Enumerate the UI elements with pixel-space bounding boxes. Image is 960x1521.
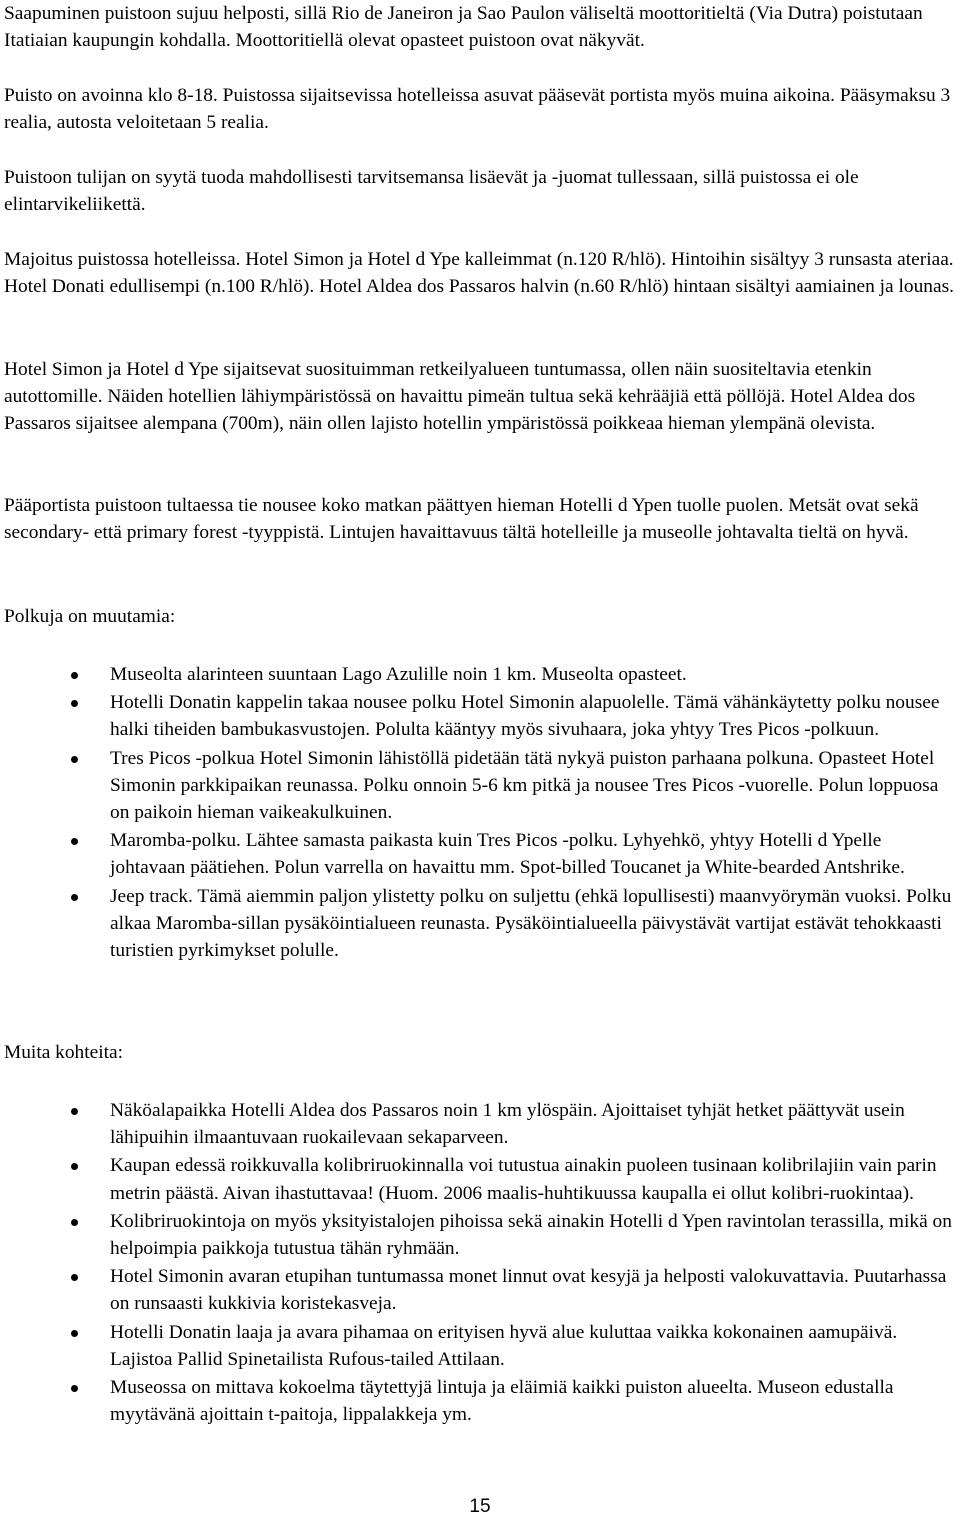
bullet-icon xyxy=(71,700,78,707)
list-item xyxy=(4,1319,956,1373)
list-item-text: Kolibriruokintoja on myös yksityistalojen pihoissa sekä ainakin Hotelli d Ypen ravintolan terassilla, mikä on helpoimpia paikkoja tutustua tähän ryhmään. xyxy=(110,1210,952,1260)
paragraph-food: Puistoon tulijan on syytä tuoda mahdollisesti tarvitsemansa lisäevät ja -juomat tullessaan, sillä puistossa ei ole elintarvikeliikettä. xyxy=(4,167,859,216)
bullet-icon xyxy=(71,1274,78,1281)
list-item-text: Jeep track. Tämä aiemmin paljon ylistetty polku on suljettu (ehkä lopullisesti) maanvyörymän vuoksi. Polku alkaa Maromba-sillan pysäköintialueen reunasta. Pysäköintialueella päivystävät vartijat estävät tehokkaasti turistien pyrkimykset polulle. xyxy=(110,885,952,962)
paragraph-hotel-locations: Hotel Simon ja Hotel d Ype sijaitsevat suosituimman retkeilyalueen tuntumassa, ollen näin suositeltavia etenkin autottomille. Näiden hotellien lähiympäristössä on havaittu pimeän tultua sekä kehrääjiä että pöllöjä. Hotel Aldea dos Passaros sijaitsee alempana (700m), näin ollen lajisto hotellin ympäristössä poikkeaa hieman ylempänä olevista. xyxy=(4,359,916,435)
list-item-text: Maromba-polku. Lähtee samasta paikasta kuin Tres Picos -polku. Lyhyehkö, yhtyy Hotelli d Ypelle johtavaan päätiehen. Polun varrella on havaittu mm. Spot-billed Toucanet ja White-bearded Antshrike. xyxy=(110,830,905,879)
bullet-icon xyxy=(71,838,78,845)
list-item-text: Hotel Simonin avaran etupihan tuntumassa monet linnut ovat kesyjä ja helposti valokuvattavia. Puutarhassa on runsaasti kukkivia koristekasveja. xyxy=(110,1266,947,1315)
page-number: 15 xyxy=(469,1496,491,1517)
list-item xyxy=(4,1097,956,1151)
list-item xyxy=(4,689,956,743)
list-item xyxy=(4,883,956,965)
paragraph-arrival: Saapuminen puistoon sujuu helposti, sillä Rio de Janeiron ja Sao Paulon väliseltä moottoritieltä (Via Dutra) poistutaan Itatiaian kaupungin kohdalla. Moottoritiellä olevat opasteet puistoon ovat näkyvät. xyxy=(4,3,923,52)
bullet-icon xyxy=(71,1219,78,1226)
paragraph-road: Pääportista puistoon tultaessa tie nousee koko matkan päättyen hieman Hotelli d Ypen tuolle puolen. Metsät ovat sekä secondary- että primary forest -tyyppistä. Lintujen havaittavuus tältä hotelleille ja museolle johtavalta tieltä on hyvä. xyxy=(4,495,919,544)
list-item xyxy=(4,661,956,688)
bullet-icon xyxy=(71,1385,78,1392)
list-item xyxy=(4,1263,956,1317)
trails-list xyxy=(4,661,956,965)
list-item-text: Tres Picos -polkua Hotel Simonin lähistöllä pidetään tätä nykyä puiston parhaana polkuna. Opasteet Hotel Simonin parkkipaikan reunassa. Polku onnoin 5-6 km pitkä ja nousee Tres Picos -vuorelle. Polun loppuosa on paikoin hieman vaikeakulkuinen. xyxy=(110,747,939,824)
list-item-text: Kaupan edessä roikkuvalla kolibriruokinnalla voi tutustua ainakin puoleen tusinaan kolibrilajiin vain parin metrin päästä. Aivan ihastuttavaa! (Huom. 2006 maalis-huhtikuussa kaupalla ei ollut kolibri-ruokintaa). xyxy=(110,1155,937,1204)
list-item xyxy=(4,745,956,827)
list-item-text: Museossa on mittava kokoelma täytettyjä lintuja ja eläimiä kaikki puiston alueelta. Museon edustalla myytävänä ajoittain t-paitoja, lippalakkeja ym. xyxy=(110,1377,894,1426)
list-item xyxy=(4,827,956,881)
other-sites-heading: Muita kohteita: xyxy=(4,1042,124,1063)
bullet-icon xyxy=(71,894,78,901)
trails-heading: Polkuja on muutamia: xyxy=(4,606,176,627)
list-item-text: Hotelli Donatin kappelin takaa nousee polku Hotel Simonin alapuolelle. Tämä vähänkäytetty polku nousee halki tiheiden bambukasvustojen. Polulta kääntyy myös sivuhaara, joka yhtyy Tres Picos -polkuun. xyxy=(110,692,940,741)
bullet-icon xyxy=(71,1330,78,1337)
paragraph-accommodation: Majoitus puistossa hotelleissa. Hotel Simon ja Hotel d Ype kalleimmat (n.120 R/hlö). Hintoihin sisältyy 3 runsasta ateriaa. Hotel Donati edullisempi (n.100 R/hlö). Hotel Aldea dos Passaros halvin (n.60 R/hlö) hintaan sisältyi aamiainen ja lounas. xyxy=(4,249,954,298)
paragraph-opening-hours: Puisto on avoinna klo 8-18. Puistossa sijaitsevissa hotelleissa asuvat pääsevät portista myös muina aikoina. Pääsymaksu 3 realia, autosta veloitetaan 5 realia. xyxy=(4,85,951,134)
bullet-icon xyxy=(71,1163,78,1170)
bullet-icon xyxy=(71,756,78,763)
list-item xyxy=(4,1374,956,1428)
list-item-text: Näköalapaikka Hotelli Aldea dos Passaros noin 1 km ylöspäin. Ajoittaiset tyhjät hetket päättyvät usein lähipuihin ilmaantuvaan ruokailevaan sekaparveen. xyxy=(110,1100,905,1149)
list-item-text: Hotelli Donatin laaja ja avara pihamaa on erityisen hyvä alue kuluttaa vaikka kokonainen aamupäivä. Lajistoa Pallid Spinetailista Rufous-tailed Attilaan. xyxy=(110,1321,898,1370)
list-item xyxy=(4,1152,956,1206)
list-item-text: Museolta alarinteen suuntaan Lago Azulille noin 1 km. Museolta opasteet. xyxy=(110,664,687,685)
bullet-icon xyxy=(71,1108,78,1115)
other-sites-list xyxy=(4,1097,956,1429)
list-item xyxy=(4,1208,956,1262)
bullet-icon xyxy=(71,672,78,679)
